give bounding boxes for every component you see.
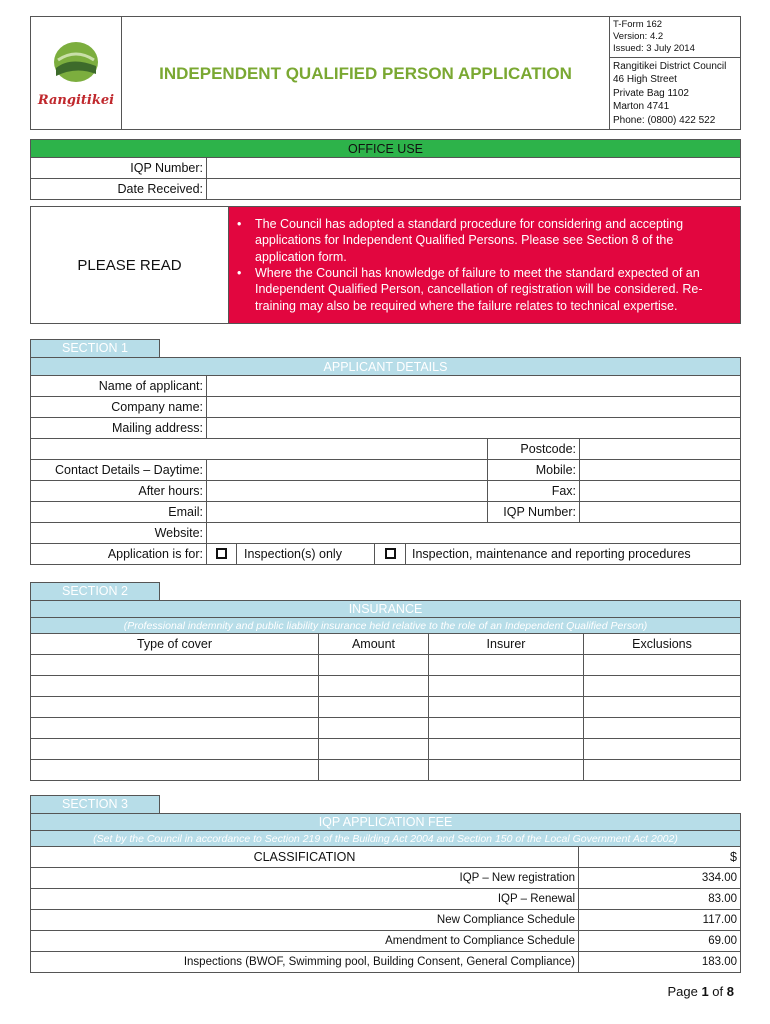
insurance-cell[interactable] [31, 718, 319, 739]
option-inspection-only-label: Inspection(s) only [244, 547, 342, 561]
insurance-cell[interactable] [584, 739, 741, 760]
office-date-received-label: Date Received: [31, 179, 207, 200]
col-insurer: Insurer [429, 634, 584, 655]
insurance-cell[interactable] [319, 676, 429, 697]
fee-row [31, 931, 741, 952]
website-label: Website: [31, 523, 207, 544]
website-field[interactable] [207, 523, 741, 544]
mobile-label: Mobile: [488, 460, 580, 481]
insurance-cell[interactable] [319, 739, 429, 760]
col-dollar: $ [579, 847, 741, 868]
logo-text: Rangitikei [37, 93, 115, 109]
form-info-cell [610, 17, 741, 130]
fee-label: IQP – Renewal [31, 889, 579, 910]
insurance-cell[interactable] [429, 676, 584, 697]
fee-amount: 334.00 [579, 868, 741, 889]
insurance-cell[interactable] [319, 718, 429, 739]
section3-tab: SECTION 3 [30, 795, 160, 814]
insurance-cell[interactable] [429, 718, 584, 739]
insurance-row [31, 697, 741, 718]
option-full-procedures-label: Inspection, maintenance and reporting procedures [412, 547, 691, 561]
insurance-cell[interactable] [429, 697, 584, 718]
office-date-received-field[interactable] [207, 179, 741, 200]
email-field[interactable] [207, 502, 488, 523]
insurance-table [30, 600, 741, 781]
page-current: 1 [701, 984, 709, 999]
insurance-cell[interactable] [429, 760, 584, 781]
fee-row [31, 889, 741, 910]
col-amount: Amount [319, 634, 429, 655]
form-version: Version: 4.2 [613, 31, 664, 42]
form-number: T-Form 162 [613, 19, 663, 30]
fee-label: New Compliance Schedule [31, 910, 579, 931]
mobile-field[interactable] [580, 460, 741, 481]
fee-table [30, 813, 741, 973]
office-use-table [30, 139, 741, 200]
mailing-address-field[interactable] [207, 418, 741, 439]
fee-label: IQP – New registration [31, 868, 579, 889]
after-hours-field[interactable] [207, 481, 488, 502]
please-read-notice [229, 207, 741, 324]
name-field[interactable] [207, 376, 741, 397]
applicant-iqp-number-field[interactable] [580, 502, 741, 523]
office-iqp-number-field[interactable] [207, 158, 741, 179]
insurance-row [31, 718, 741, 739]
fee-amount: 69.00 [579, 931, 741, 952]
council-phone: Phone: (0800) 422 522 [613, 114, 716, 126]
email-label: Email: [31, 502, 207, 523]
daytime-field[interactable] [207, 460, 488, 481]
insurance-cell[interactable] [584, 760, 741, 781]
office-iqp-number-label: IQP Number: [31, 158, 207, 179]
postcode-label: Postcode: [488, 439, 580, 460]
col-type-of-cover: Type of cover [31, 634, 319, 655]
form-version-block [610, 17, 740, 58]
company-label: Company name: [31, 397, 207, 418]
logo-cell [31, 17, 122, 130]
fee-label: Inspections (BWOF, Swimming pool, Building Consent, General Compliance) [31, 952, 579, 973]
section2-tab: SECTION 2 [30, 582, 160, 601]
page-of-word: of [712, 984, 724, 999]
insurance-cell[interactable] [319, 760, 429, 781]
page-word: Page [667, 984, 698, 999]
section1-tab: SECTION 1 [30, 339, 160, 358]
fee-row [31, 952, 741, 973]
page-title: INDEPENDENT QUALIFIED PERSON APPLICATION [159, 64, 572, 84]
insurance-row [31, 760, 741, 781]
insurance-title: INSURANCE [31, 601, 741, 618]
applicant-iqp-number-label: IQP Number: [488, 502, 580, 523]
notice-bullet-2 [237, 265, 730, 314]
fax-label: Fax: [488, 481, 580, 502]
form-issued: Issued: 3 July 2014 [613, 43, 695, 54]
mailing-address-line2-field[interactable] [31, 439, 488, 460]
insurance-cell[interactable] [31, 697, 319, 718]
insurance-cell[interactable] [319, 655, 429, 676]
bullet-icon: • [237, 266, 242, 280]
insurance-cell[interactable] [31, 739, 319, 760]
council-city: Marton 4741 [613, 101, 670, 113]
mailing-address-label: Mailing address: [31, 418, 207, 439]
name-label: Name of applicant: [31, 376, 207, 397]
insurance-row [31, 739, 741, 760]
insurance-cell[interactable] [31, 676, 319, 697]
daytime-label: Contact Details – Daytime: [31, 460, 207, 481]
application-for-label: Application is for: [31, 544, 207, 565]
insurance-cell[interactable] [319, 697, 429, 718]
fee-title: IQP APPLICATION FEE [31, 814, 741, 831]
fee-label: Amendment to Compliance Schedule [31, 931, 579, 952]
col-classification: CLASSIFICATION [31, 847, 579, 868]
insurance-subtitle: (Professional indemnity and public liability insurance held relative to the role of an Independent Qualified Person) [31, 618, 741, 634]
col-exclusions: Exclusions [584, 634, 741, 655]
page-number [667, 984, 734, 999]
office-use-title: OFFICE USE [31, 140, 741, 158]
company-field[interactable] [207, 397, 741, 418]
council-name: Rangitikei District Council [613, 61, 727, 72]
notice-text-1: The Council has adopted a standard procedure for considering and accepting applications for Independent Qualified Persons. Please see Section 8 of the application form. [255, 216, 684, 264]
fee-amount: 117.00 [579, 910, 741, 931]
insurance-cell[interactable] [429, 655, 584, 676]
title-cell [122, 17, 610, 130]
notice-bullet-1 [237, 216, 730, 265]
applicant-details-title: APPLICANT DETAILS [31, 358, 741, 376]
council-street: 46 High Street [613, 74, 677, 86]
fee-amount: 83.00 [579, 889, 741, 910]
insurance-row [31, 655, 741, 676]
fee-row [31, 868, 741, 889]
application-for-options [207, 544, 741, 565]
insurance-cell[interactable] [584, 676, 741, 697]
option-full-procedures-checkbox[interactable] [374, 544, 406, 564]
option-inspection-only-checkbox[interactable] [207, 544, 237, 564]
notice-text-2: Where the Council has knowledge of failure to meet the standard expected of an Independent Qualified Person, cancellation of registration will be considered. Re-training may also be required where the failure relates to technical expertise. [255, 266, 703, 313]
please-read-table [30, 206, 741, 324]
insurance-row [31, 676, 741, 697]
bullet-icon: • [237, 216, 242, 231]
insurance-cell[interactable] [31, 655, 319, 676]
council-address-block [610, 58, 740, 129]
fee-subtitle: (Set by the Council in accordance to Section 219 of the Building Act 2004 and Section 150 of the Local Government Act 2002) [31, 831, 741, 847]
insurance-cell[interactable] [584, 697, 741, 718]
applicant-details-table [30, 357, 741, 565]
council-po-box: Private Bag 1102 [613, 87, 689, 99]
insurance-cell[interactable] [31, 760, 319, 781]
insurance-cell[interactable] [429, 739, 584, 760]
checkbox-icon [216, 548, 227, 559]
fee-amount: 183.00 [579, 952, 741, 973]
checkbox-icon [385, 548, 396, 559]
insurance-cell[interactable] [584, 718, 741, 739]
postcode-field[interactable] [580, 439, 741, 460]
after-hours-label: After hours: [31, 481, 207, 502]
header-table [30, 16, 741, 130]
please-read-label: PLEASE READ [31, 207, 229, 324]
fee-row [31, 910, 741, 931]
fax-field[interactable] [580, 481, 741, 502]
insurance-cell[interactable] [584, 655, 741, 676]
page-total: 8 [726, 984, 734, 999]
